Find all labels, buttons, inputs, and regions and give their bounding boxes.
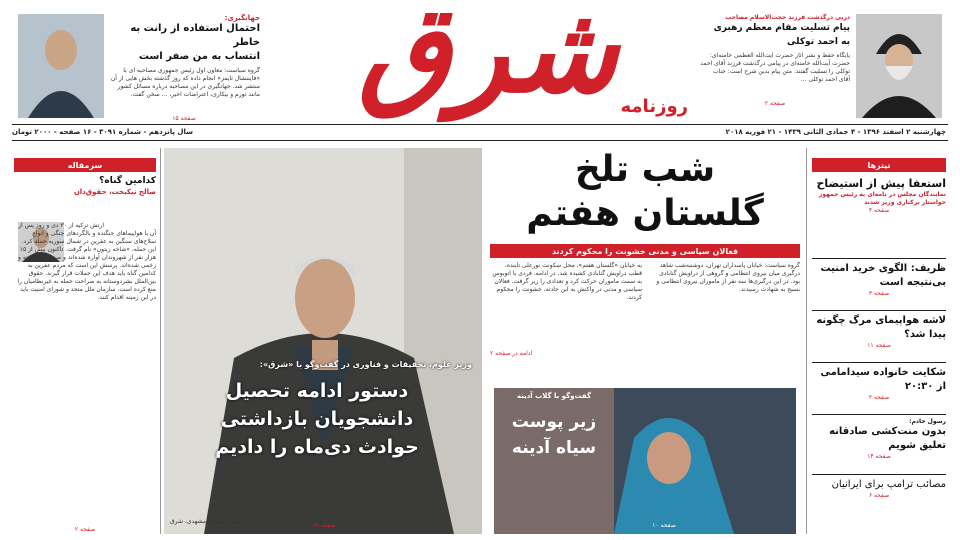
headline-item[interactable]: [812, 262, 946, 310]
main-story: [490, 148, 800, 357]
right-column: [812, 158, 946, 520]
headline-item-page: صفحه ۳: [868, 290, 890, 297]
headline-item-title: لاشه هواپیمای مرگ چگونه پیدا شد؟: [816, 315, 946, 340]
photo-story-headline-2: سیاه آدینه: [511, 438, 597, 458]
headline-item[interactable]: [812, 366, 946, 414]
center-photo-credit: عکس: رضوان مشهدی، شرق: [170, 518, 244, 525]
left-top-headline-2: انتساب به من صفر است: [138, 51, 260, 62]
headline-divider: [812, 310, 946, 311]
issue-line: سال پانزدهم - شماره ۳۰۹۱ - ۱۶ صفحه - ۲۰۰۰ تومان: [12, 128, 194, 136]
photo-story: [494, 388, 796, 534]
right-top-headline-1: پیام تسلیت مقام معظم رهبری: [713, 23, 850, 33]
left-top-headline-1: احتمال استفاده از رانت به خاطر: [130, 23, 260, 48]
headline-item-page: صفحه ۲: [868, 394, 890, 401]
headline-divider: [812, 258, 946, 259]
masthead-sub-logo: روزنامه: [620, 96, 688, 117]
headline-item-title: ظریف: الگوی خرید امنیت بی‌نتیجه است: [820, 263, 946, 288]
left-top-story: [108, 14, 260, 122]
left-column-body: ارتش ترکیه از ۳۰ دی و روز پس از آن با هواپیماهای جنگنده و بالگردهای جنگی و انواع سلاح‌های سنگین به عفرین در شمال سوریه حمله کرد. این حمله، «شاخه زیتون» نام گرفت. تاکنون بیش از ۱۵ هزار نفر از شهروندان آواره شده‌اند و صدها نفر کشته و زخمی شده‌اند. پرسش این است که مردم عفرین به کدامین گناه باید هدف این حملات قرار گیرند. حقوق بین‌الملل بشردوستانه به صراحت حمله به غیرنظامیان را منع کرده است. سازمان ملل متحد و شورای امنیت باید در این زمینه اقدام کنند.: [17, 222, 156, 301]
headline-divider: [812, 362, 946, 363]
headline-divider: [812, 474, 946, 475]
left-column: [14, 158, 156, 538]
main-headline-1: شب تلخ: [574, 149, 716, 190]
right-top-page: صفحه ۲: [764, 100, 786, 107]
headline-item-page: صفحه ۴: [868, 207, 890, 214]
main-headline-2: گلستان هفتم: [526, 193, 764, 234]
headline-item[interactable]: [812, 418, 946, 474]
portrait-left-figure: [18, 14, 104, 118]
headline-item[interactable]: [812, 314, 946, 362]
divider-left: [160, 148, 161, 534]
center-kicker: وزیر علوم، تحقیقات و فناوری در گفت‌وگو با «شرق»:: [259, 360, 472, 369]
left-top-page: صفحه ۱۵: [172, 115, 196, 122]
masthead: [268, 0, 698, 122]
portrait-right: [856, 14, 942, 118]
right-top-kicker: درپی درگذشت فرزند حجت‌الاسلام مصاحب: [725, 14, 850, 21]
main-body-left: به خیابان «گلستان هفتم»، محل سکونت نورعلی تابنده، قطب دراویش گنابادی کشیده شد. در ادامه، فردی با اتوبوس به سمت ماموران حرکت کرد و تعدادی را زیر گرفت. فعالان سیاسی و مدنی در واکنش به این حادثه، خشونت را محکوم کردند.: [492, 262, 642, 301]
minister-figure: [164, 148, 482, 534]
center-headline-3: حوادث دی‌ماه را دادیم: [215, 436, 419, 458]
photo-story-page: صفحه ۱۰: [652, 522, 676, 529]
center-photo: [164, 148, 482, 534]
photo-story-kicker: گفت‌وگو با گلاب آدینه: [516, 392, 592, 400]
headline-item-title: مصائب ترامپ برای ایرانیان: [831, 479, 946, 490]
headline-item[interactable]: [812, 478, 946, 520]
headline-item-page: صفحه ۱۴: [867, 453, 891, 460]
center-headline-2: دانشجویان بازداشتی: [220, 408, 414, 430]
headline-item[interactable]: [812, 176, 946, 258]
headline-item-page: صفحه ۱۱: [867, 342, 891, 349]
headline-item-sub: رسول خادم:: [909, 418, 946, 425]
main-sub-bar: فعالان سیاسی و مدنی خشونت را محکوم کردند: [490, 244, 800, 258]
date-line: چهارشنبه ۲ اسفند ۱۳۹۶ - ۴ جمادی الثانی ۱۴۳۹ - ۲۱ فوریه ۲۰۱۸: [725, 128, 946, 136]
left-column-title: کدامین گناه؟: [99, 176, 156, 186]
headline-item-title: استعفا پیش از استیضاح: [816, 177, 946, 190]
portrait-right-figure: [856, 14, 942, 118]
headline-item-page: صفحه ۶: [868, 492, 890, 499]
left-column-author: صالح نیکبخت، حقوق‌دان: [73, 188, 156, 196]
headline-item-sub: نمایندگان مجلس در نامه‌ای به رئیس جمهور خواستار برکناری وزیر شدند: [818, 191, 946, 206]
left-top-kicker: جهانگیری:: [224, 14, 260, 22]
right-top-body: پایگاه حفظ و نشر آثار حضرت آیت‌الله العظمی خامنه‌ای: حضرت آیت‌الله خامنه‌ای در پیامی درگذشت فرزند آقای احمد توکلی را تسلیت گفتند. متن پیام بدین شرح است: جناب آقای احمد توکلی ...: [700, 52, 850, 83]
divider-right: [806, 148, 807, 534]
portrait-left: [18, 14, 104, 118]
left-column-section: سرمقاله: [14, 158, 156, 172]
masthead-logo: شرق: [358, 0, 618, 120]
date-rule: [12, 140, 948, 141]
main-story-page: ادامه در صفحه ۲: [490, 350, 533, 357]
left-top-body: گروه سیاست: معاون اول رئیس جمهوری مصاحبه ای با «فایننشال تایمز» انجام داده که روز گذشته بخش هایی از آن منتشر شد. جهانگیری در این مصاحبه درباره مسائل کشور مانند تورم و بیکاری، اعتراضات اخیر، ... سخن گفت.: [110, 67, 260, 98]
main-body-right: گروه سیاست: خیابان پاسداران تهران، دوشنبه‌شب شاهد درگیری میان نیروی انتظامی و گروهی از دراویش گنابادی بود. در این درگیری‌ها سه نفر از ماموران نیروی انتظامی و بسیج به شهادت رسیدند.: [656, 262, 800, 293]
masthead-rule: [12, 124, 948, 125]
headline-divider: [812, 414, 946, 415]
right-top-headline-2: به احمد توکلی: [787, 37, 850, 47]
center-photo-page: صفحه ۱۲: [312, 522, 336, 529]
right-top-story: [700, 14, 850, 107]
right-column-section: تیترها: [812, 158, 946, 172]
center-headline-1: دستور ادامه تحصیل: [225, 380, 409, 402]
headline-item-title: شکایت خانواده سیدامامی از ۲۰:۳۰: [820, 367, 946, 392]
left-column-page: صفحه ۲: [74, 526, 96, 533]
headline-item-title: بدون منت‌کشی صادقانه تعلیق شویم: [829, 426, 946, 451]
photo-story-headline-1: زیر پوست: [511, 412, 597, 432]
